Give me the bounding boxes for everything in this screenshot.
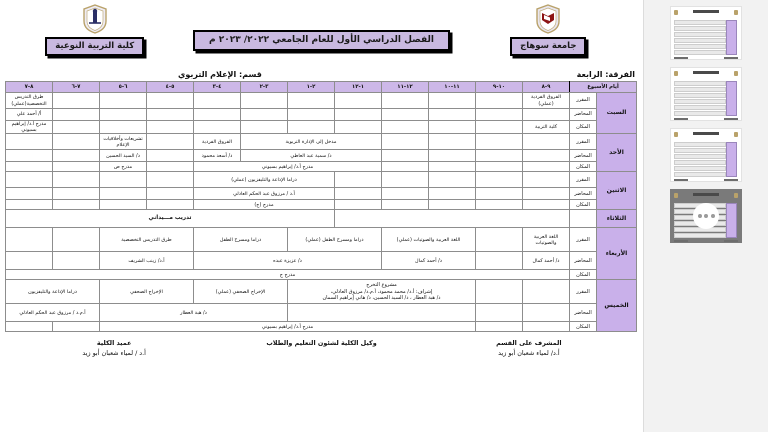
slot-cell — [382, 109, 429, 121]
document-header — [6, 4, 637, 66]
slot-cell — [476, 162, 523, 172]
table-row — [6, 150, 637, 162]
dean-block — [12, 339, 216, 359]
thumb-crest-icon — [674, 193, 678, 198]
day-label-wednesday: الأربعاء — [597, 228, 637, 280]
slot-cell — [53, 200, 100, 210]
slot-cell — [147, 121, 194, 134]
table-row — [6, 280, 637, 304]
day-label-thursday: الخميس — [597, 280, 637, 332]
page-thumbnail-3[interactable] — [670, 128, 742, 182]
slot-cell — [523, 200, 570, 210]
table-row — [6, 252, 637, 270]
thumb-row — [674, 142, 726, 147]
slot-cell: الإخراج الصحفي (عملي) — [194, 280, 288, 304]
thumb-footer — [674, 240, 738, 242]
thumb-crest-icon — [674, 71, 678, 76]
slot-cell — [476, 280, 523, 304]
thumbnail-sidebar[interactable] — [643, 0, 768, 432]
slot-cell: الإخراج الصحفي — [100, 280, 194, 304]
dean-name: أ.د / لمياء شعبان أبو زيد — [82, 349, 146, 358]
slot-cell — [476, 134, 523, 150]
slot-cell — [6, 322, 53, 332]
slot-cell — [288, 109, 335, 121]
graduation-project-cell — [288, 280, 476, 304]
slot-cell — [523, 134, 570, 150]
thumb-row — [674, 111, 726, 116]
slot-cell — [476, 150, 523, 162]
slot-cell — [476, 188, 523, 200]
schedule-table — [5, 81, 637, 332]
thumb-header — [674, 193, 738, 201]
time-slot-header: ٦-٥ — [100, 82, 147, 93]
slot-cell — [100, 200, 147, 210]
slot-cell — [382, 93, 429, 109]
day-column-header: أيام الأسبوع — [570, 82, 637, 93]
row-kind-place: المكان — [570, 121, 597, 134]
thumb-rows — [674, 20, 726, 55]
slot-cell — [476, 121, 523, 134]
table-row — [6, 322, 637, 332]
thumb-footer-bar — [674, 118, 688, 120]
slot-cell — [100, 121, 147, 134]
slot-cell — [382, 150, 429, 162]
spinner-dot — [704, 214, 708, 218]
thumb-footer — [674, 57, 738, 59]
slot-cell: اللغة العربية والصوتيات (عملي) — [382, 228, 476, 252]
time-slot-header: ٢-١ — [288, 82, 335, 93]
thumb-row — [674, 99, 726, 104]
day-label-saturday: السبت — [597, 93, 637, 134]
thumb-table — [674, 142, 738, 177]
slot-cell: مدرج أ.د/ إبراهيم بسيوني — [194, 162, 382, 172]
slot-cell — [100, 172, 147, 188]
project-supervisors-1: إشراف: أ.د/ محمد محمود، أ.م.د/ مرزوق العادلي، — [330, 288, 433, 295]
row-kind-course: المقرر — [570, 172, 597, 188]
slot-cell — [53, 121, 100, 134]
term-title: الفصل الدراسي الأول للعام الجامعي ٢٠٢٢/ ٢٠٢٣ م — [193, 30, 450, 51]
spinner-dot — [698, 214, 702, 218]
thumb-footer-bar — [724, 240, 738, 242]
row-kind-place: المكان — [570, 162, 597, 172]
slot-cell — [476, 252, 523, 270]
slot-cell — [53, 228, 100, 252]
thumb-rows — [674, 81, 726, 116]
slot-cell: تشريعات وأخلاقيات الإعلام — [100, 134, 147, 150]
slot-cell — [147, 162, 194, 172]
slot-cell: دراما ومسرح الطفل (عملي) — [288, 228, 382, 252]
slot-cell: د/ سمية عبد العاطي — [241, 150, 382, 162]
slot-cell — [147, 109, 194, 121]
dean-title: عميد الكلية — [96, 339, 132, 348]
slot-cell: مدرج ص — [100, 162, 147, 172]
table-row — [6, 93, 637, 109]
thumb-day-column — [726, 142, 737, 177]
slot-cell — [429, 162, 476, 172]
page-thumbnail-2[interactable] — [670, 67, 742, 121]
page-thumbnail-4[interactable] — [670, 189, 742, 243]
thumb-crest-icon — [734, 132, 738, 137]
slot-cell — [6, 200, 53, 210]
thumb-table — [674, 81, 738, 116]
slot-cell — [523, 162, 570, 172]
thumb-row — [674, 105, 726, 110]
supervisor-block — [427, 339, 631, 359]
slot-cell — [6, 228, 53, 252]
slot-cell — [6, 134, 53, 150]
slot-cell — [523, 150, 570, 162]
thumb-header — [674, 10, 738, 18]
slot-cell: كلية التربية — [523, 121, 570, 134]
slot-cell: دراما الإذاعة والتليفزيون — [6, 280, 100, 304]
slot-cell — [382, 162, 429, 172]
spinner-dot — [711, 214, 715, 218]
row-kind-course: المقرر — [570, 228, 597, 252]
time-slot-header: ١-١٢ — [335, 82, 382, 93]
department-label: قسم: الإعلام التربوي — [178, 70, 262, 79]
table-row — [6, 188, 637, 200]
slot-cell — [53, 134, 100, 150]
supervisor-name: أ.د/ لمياء شعبان أبو زيد — [498, 349, 560, 358]
document-footer — [6, 339, 637, 359]
thumb-table — [674, 20, 738, 55]
time-slot-header: ٧-٦ — [53, 82, 100, 93]
slot-cell — [100, 109, 147, 121]
slot-cell: د/ عزيزة عبده — [194, 252, 382, 270]
table-row — [6, 121, 637, 134]
slot-cell — [476, 172, 523, 188]
slot-cell — [6, 252, 53, 270]
slot-cell — [476, 93, 523, 109]
faculty-crest-icon — [82, 4, 108, 34]
slot-cell: أ.د/ زينب الشريف — [100, 252, 194, 270]
day-label-tuesday: الثلاثاء — [597, 210, 637, 228]
project-title: مشروع التخرج — [366, 282, 397, 289]
project-supervisors-2: د/ هبة العطار ، د/ السيد الحسين، د/ هاني إبراهيم السمان — [322, 294, 441, 301]
thumb-row — [674, 81, 726, 86]
slot-cell — [288, 304, 476, 322]
term-block — [183, 4, 459, 51]
slot-cell — [53, 109, 100, 121]
slot-cell — [288, 121, 335, 134]
slot-cell — [241, 109, 288, 121]
thumb-row — [674, 26, 726, 31]
slot-cell — [6, 162, 53, 172]
slot-cell: أ.م.د / مرزوق عبد الحكم العادلي — [6, 304, 100, 322]
time-slot-header: ٣-٢ — [241, 82, 288, 93]
slot-cell — [335, 200, 382, 210]
slot-cell — [523, 188, 570, 200]
slot-cell — [335, 109, 382, 121]
slot-cell — [429, 200, 476, 210]
slot-cell — [53, 150, 100, 162]
slot-cell — [476, 322, 523, 332]
table-row — [6, 134, 637, 150]
thumb-footer-bar — [674, 179, 688, 181]
faculty-block — [6, 4, 183, 56]
faculty-title: كلية التربية النوعية — [45, 37, 144, 56]
thumb-day-column — [726, 81, 737, 116]
slot-cell: د/ أسعد محمود — [194, 150, 241, 162]
slot-cell — [100, 188, 147, 200]
thumb-row — [674, 93, 726, 98]
day-label-sunday: الأحد — [597, 134, 637, 172]
thumb-title-bar — [693, 10, 719, 13]
thumb-crest-icon — [674, 10, 678, 15]
thumb-footer-bar — [724, 118, 738, 120]
slot-cell: طرق التدريس التخصصية(عملي) — [6, 93, 53, 109]
slot-cell — [429, 172, 476, 188]
time-slot-header: ٨-٧ — [6, 82, 53, 93]
table-row — [6, 162, 637, 172]
slot-cell: مدخل إلى الإدارة التربوية — [241, 134, 382, 150]
time-slot-header: ٥-٤ — [147, 82, 194, 93]
slot-cell — [147, 93, 194, 109]
slot-cell — [147, 150, 194, 162]
table-row — [6, 304, 637, 322]
slot-cell — [100, 93, 147, 109]
thumb-row — [674, 172, 726, 177]
thumb-day-column — [726, 203, 737, 238]
time-slot-header: ١٠-٩ — [476, 82, 523, 93]
slot-cell — [194, 93, 241, 109]
slot-cell — [382, 134, 429, 150]
table-row — [6, 200, 637, 210]
time-slot-header: ١٢-١١ — [382, 82, 429, 93]
thumb-row — [674, 20, 726, 25]
thumb-row — [674, 233, 726, 238]
slot-cell: الفروق الفردية (عملي) — [523, 93, 570, 109]
slot-cell — [194, 109, 241, 121]
slot-cell: طرق التدريس التخصصية — [100, 228, 194, 252]
thumb-footer-bar — [724, 57, 738, 59]
slot-cell: أ.د / مرزوق عبد الحكم العادلي — [194, 188, 335, 200]
slot-cell — [53, 322, 100, 332]
row-kind-lecturer: المحاضر — [570, 304, 597, 322]
slot-cell — [194, 121, 241, 134]
slot-cell — [335, 172, 382, 188]
sohag-university-crest-icon — [535, 4, 561, 34]
row-kind-course: المقرر — [570, 93, 597, 109]
slot-cell — [382, 121, 429, 134]
university-title: جامعة سوهاج — [510, 37, 586, 56]
thumb-crest-icon — [734, 193, 738, 198]
slot-cell — [429, 134, 476, 150]
thumb-row — [674, 148, 726, 153]
thumb-header — [674, 71, 738, 79]
slot-cell — [241, 121, 288, 134]
vice-dean-block — [219, 339, 423, 359]
slot-cell — [523, 322, 570, 332]
slot-cell — [53, 162, 100, 172]
slot-cell: د/ هبة العطار — [100, 304, 288, 322]
university-block — [460, 4, 637, 56]
time-slot-header: ٩-٨ — [523, 82, 570, 93]
thumb-rows — [674, 142, 726, 177]
thumb-row — [674, 32, 726, 37]
slot-cell — [429, 121, 476, 134]
thumb-title-bar — [693, 193, 719, 196]
slot-cell: مدرج أ.د/ إبراهيم بسيوني — [6, 121, 53, 134]
slot-cell — [476, 304, 523, 322]
slot-cell — [335, 121, 382, 134]
slot-cell: اللغة العربية والصوتيات — [523, 228, 570, 252]
slot-cell — [6, 172, 53, 188]
thumb-row — [674, 154, 726, 159]
slot-cell — [6, 150, 53, 162]
time-slot-header: ١١-١٠ — [429, 82, 476, 93]
time-slot-header: ٤-٣ — [194, 82, 241, 93]
slot-cell: مدرج (ج) — [194, 200, 335, 210]
slot-cell: أ/ أحمد علي — [6, 109, 53, 121]
slot-cell — [382, 200, 429, 210]
slot-cell — [53, 188, 100, 200]
row-kind-blank — [570, 210, 597, 228]
thumb-footer — [674, 118, 738, 120]
slot-cell — [382, 172, 429, 188]
thumb-title-bar — [693, 132, 719, 135]
level-label: الفرقة: الرابعة — [576, 70, 635, 79]
slot-cell — [147, 188, 194, 200]
slot-cell — [6, 188, 53, 200]
slot-cell — [476, 228, 523, 252]
vice-dean-title: وكيل الكلية لشئون التعليم والطلاب — [266, 339, 377, 348]
row-kind-lecturer: المحاضر — [570, 188, 597, 200]
slot-cell — [335, 93, 382, 109]
slot-cell — [476, 109, 523, 121]
slot-cell — [147, 200, 194, 210]
row-kind-place: المكان — [570, 270, 597, 280]
slot-cell — [523, 304, 570, 322]
supervisor-title: المشرف على القسم — [496, 339, 562, 348]
thumb-row — [674, 44, 726, 49]
thumb-row — [674, 166, 726, 171]
slot-cell — [523, 109, 570, 121]
slot-cell — [53, 252, 100, 270]
row-kind-place: المكان — [570, 200, 597, 210]
slot-cell — [429, 150, 476, 162]
table-row — [6, 270, 637, 280]
slot-cell — [241, 93, 288, 109]
slot-cell — [429, 93, 476, 109]
slot-cell — [288, 93, 335, 109]
thumb-footer-bar — [724, 179, 738, 181]
thumb-row — [674, 87, 726, 92]
row-kind-place: المكان — [570, 322, 597, 332]
slot-cell: مدرج أ.د/ إبراهيم بسيوني — [100, 322, 476, 332]
slot-cell — [335, 188, 382, 200]
slot-cell: الفروق الفردية — [194, 134, 241, 150]
day-label-monday: الاثنين — [597, 172, 637, 210]
row-kind-course: المقرر — [570, 280, 597, 304]
document-meta — [6, 66, 637, 81]
thumb-row — [674, 160, 726, 165]
slot-cell: د/ أحمد كمال — [382, 252, 476, 270]
thumb-crest-icon — [674, 132, 678, 137]
slot-cell: دراما الإذاعة والتليفزيون (عملي) — [194, 172, 335, 188]
field-training-cell: تدريب مـــيداني — [6, 210, 335, 228]
thumb-row — [674, 38, 726, 43]
thumb-header — [674, 132, 738, 140]
thumb-footer-bar — [674, 57, 688, 59]
slot-cell — [523, 280, 570, 304]
slot-cell — [53, 172, 100, 188]
row-kind-lecturer: المحاضر — [570, 150, 597, 162]
slot-cell — [476, 200, 523, 210]
loading-spinner-icon — [693, 203, 719, 229]
slot-cell — [523, 172, 570, 188]
thumb-crest-icon — [734, 71, 738, 76]
slot-cell — [429, 109, 476, 121]
table-row — [6, 109, 637, 121]
slot-cell — [335, 210, 570, 228]
page-thumbnail-1[interactable] — [670, 6, 742, 60]
row-kind-lecturer: المحاضر — [570, 109, 597, 121]
schedule-header-row — [6, 82, 637, 93]
table-row — [6, 172, 637, 188]
table-row — [6, 210, 637, 228]
thumb-footer-bar — [674, 240, 688, 242]
slot-cell: دراما ومسرح الطفل — [194, 228, 288, 252]
thumb-footer — [674, 179, 738, 181]
slot-cell — [53, 93, 100, 109]
slot-cell — [147, 134, 194, 150]
slot-cell: د/ السيد الحسين — [100, 150, 147, 162]
thumb-crest-icon — [734, 10, 738, 15]
slot-cell — [429, 188, 476, 200]
table-row — [6, 228, 637, 252]
thumb-row — [674, 50, 726, 55]
row-kind-course: المقرر — [570, 134, 597, 150]
slot-cell — [382, 188, 429, 200]
row-kind-lecturer: المحاضر — [570, 252, 597, 270]
thumb-title-bar — [693, 71, 719, 74]
thumb-day-column — [726, 20, 737, 55]
slot-cell — [147, 172, 194, 188]
slot-cell: مدرج ج — [6, 270, 570, 280]
slot-cell: د/ أحمد كمال — [523, 252, 570, 270]
